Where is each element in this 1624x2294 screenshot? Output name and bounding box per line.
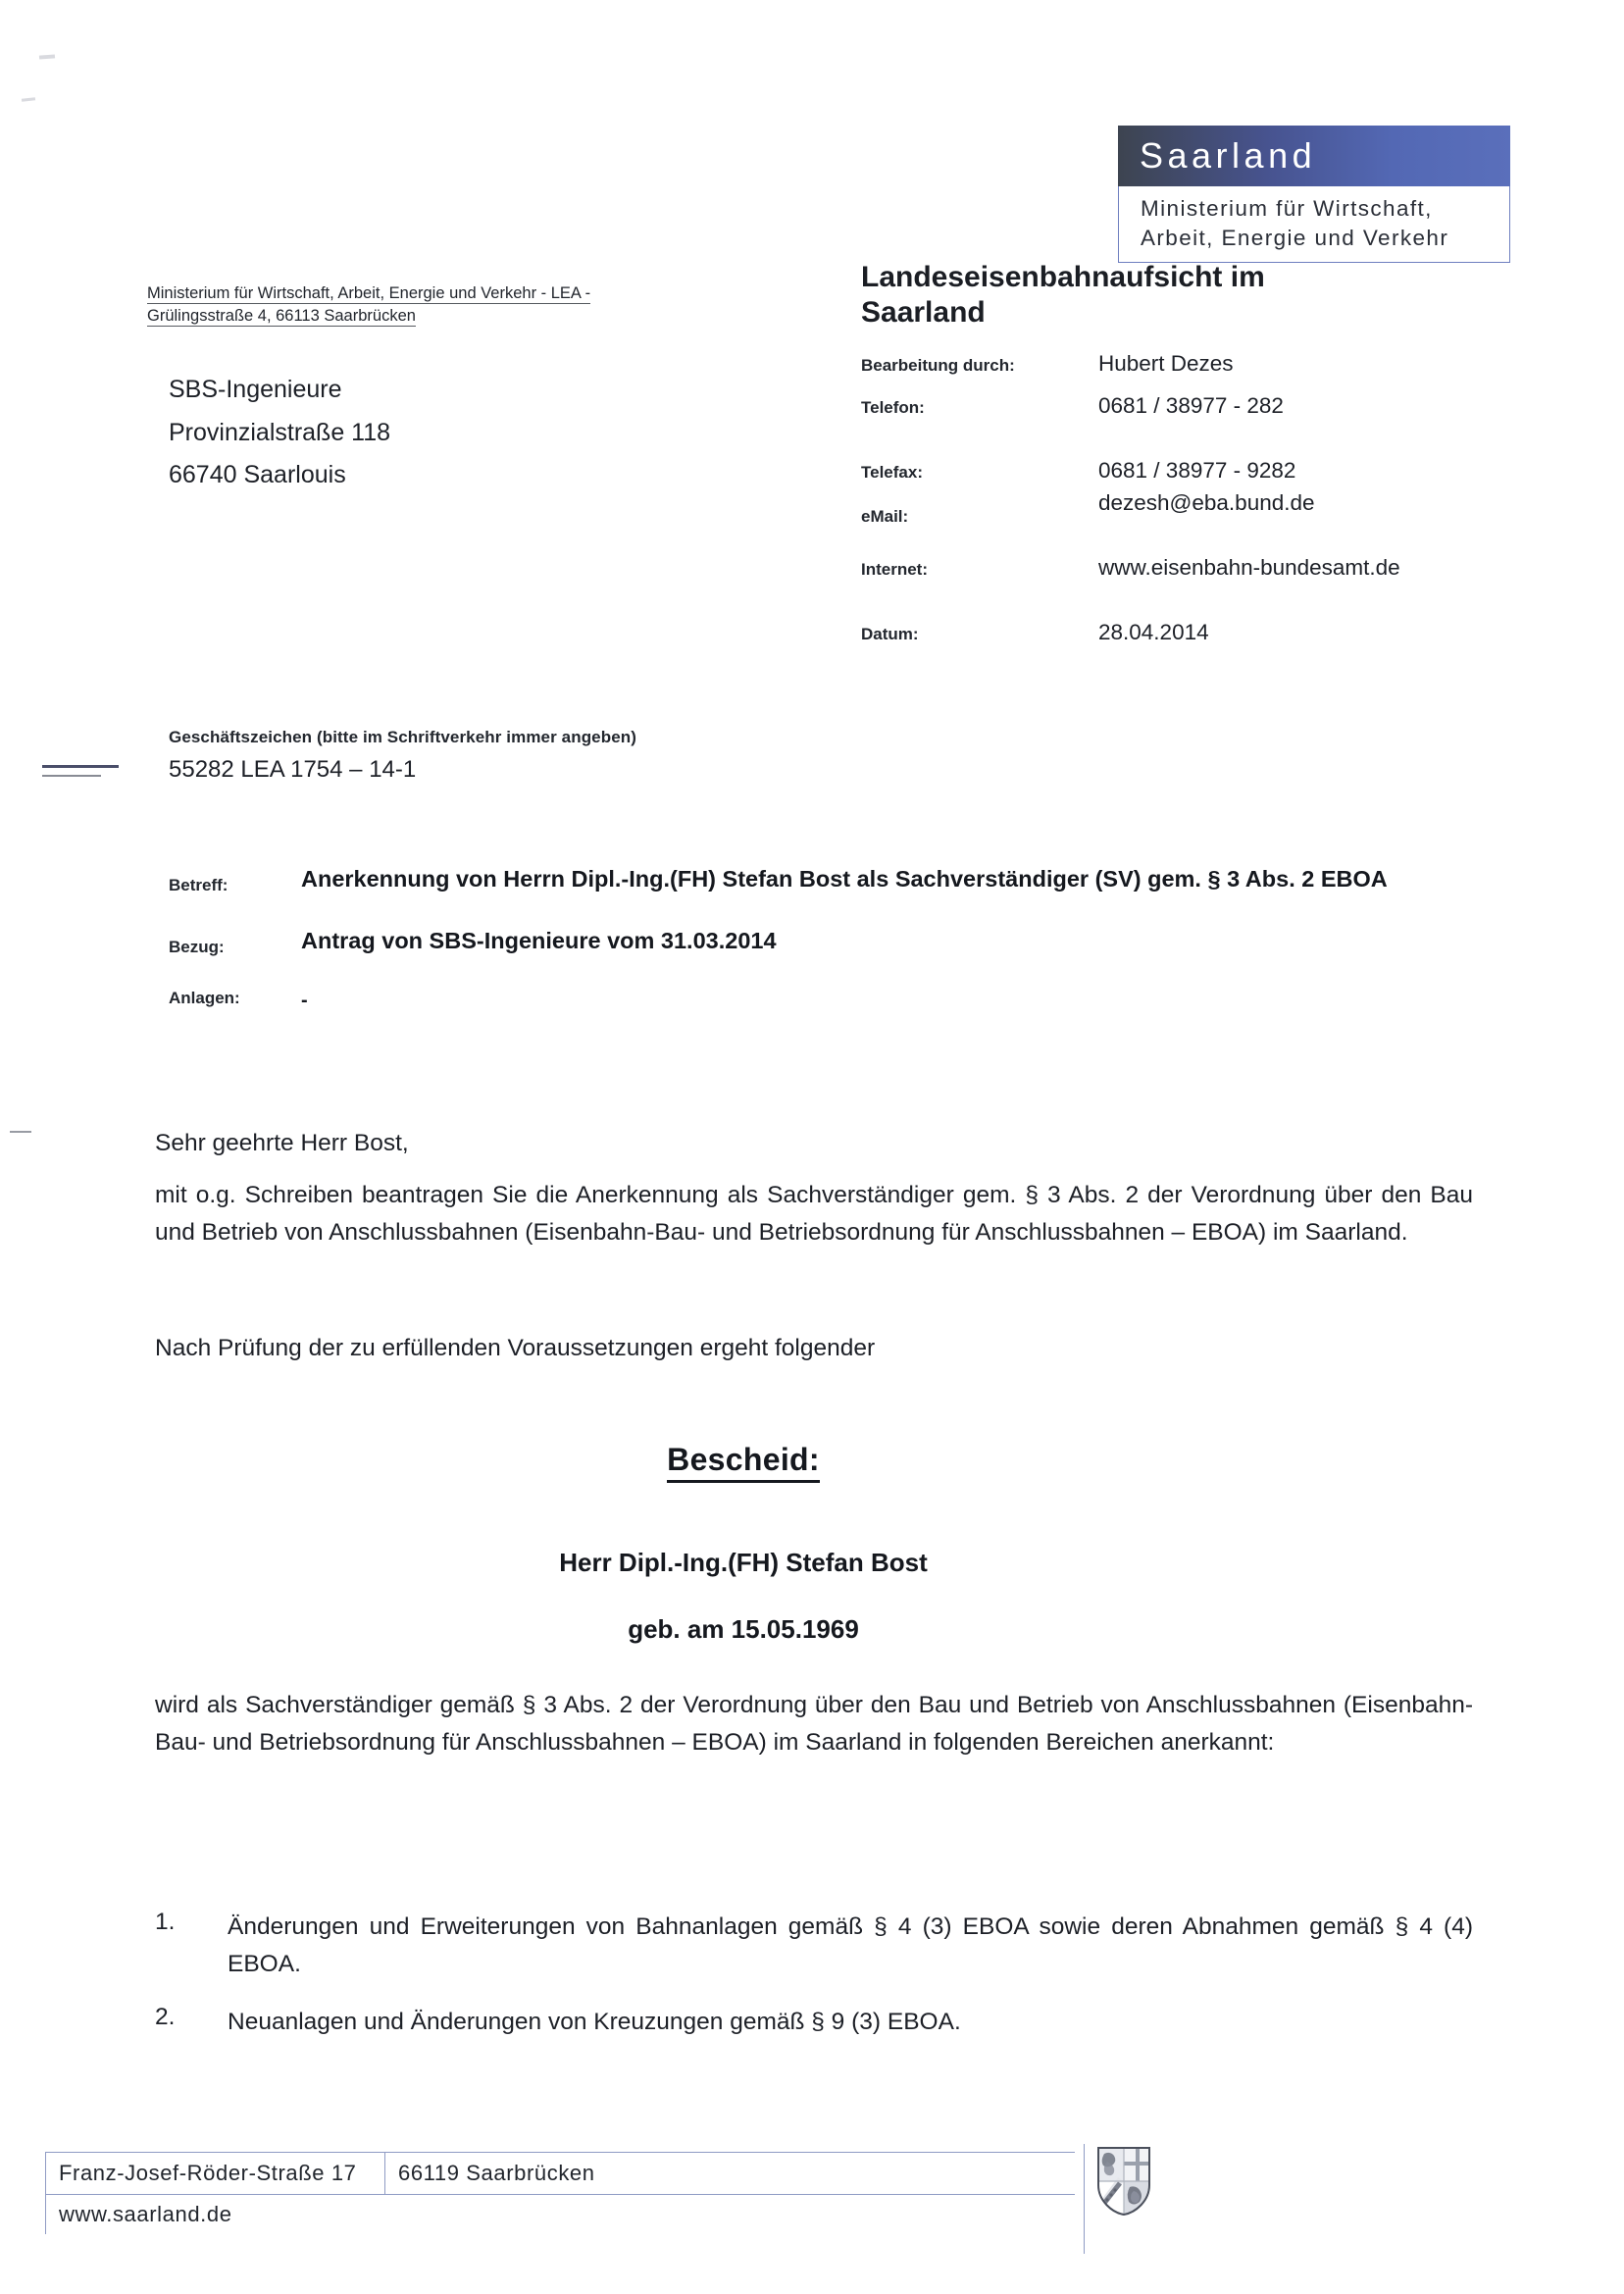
contact-row-internet [861,555,1508,581]
scope-list [155,1909,1473,2063]
contact-label-email: eMail: [861,507,909,526]
contact-label-phone: Telefon: [861,398,925,417]
scan-artifact [10,1131,31,1133]
contact-details [861,351,1508,662]
office-title [861,260,1449,331]
body-paragraph-1b: Nach Prüfung der zu erfüllenden Voraussetzungen ergeht folgender [155,1335,876,1361]
contact-row-email [861,490,1508,526]
list-item-text: Änderungen und Erweiterungen von Bahnanlagen gemäß § 4 (3) EBOA sowie deren Abnahmen gemäß § 4 (4) EBOA. [228,1913,1473,1977]
contact-row-fax [861,458,1508,484]
footer-address-row [45,2153,1075,2195]
body-paragraph-2: wird als Sachverständiger gemäß § 3 Abs. 2 der Verordnung über den Bau und Betrieb von Anschlussbahnen (Eisenbahn-Bau- und Betriebsordnung für Anschlussbahnen – EBOA) im Saarland in folgenden Bereichen anerkannt: [155,1692,1473,1756]
recipient-city: 66740 Saarlouis [169,461,346,488]
meta-value-subject: Anerkennung von Herrn Dipl.-Ing.(FH) Stefan Bost als Sachverständiger (SV) gem. § 3 Abs. 2 EBOA [301,866,1388,892]
contact-value-date: 28.04.2014 [1098,620,1209,644]
contact-row-date [861,620,1508,645]
list-item-number: 1. [155,1909,176,1935]
decision-heading: Bescheid: [667,1442,820,1483]
list-item-number: 2. [155,2004,176,2031]
logo-ministry-line-2: Arbeit, Energie und Verkehr [1141,225,1449,250]
list-item [155,2004,1473,2041]
reference-number-block [169,728,636,784]
meta-row-subject [169,863,1522,895]
meta-label-subject: Betreff: [169,876,228,894]
decision-person-birthdate: geb. am 15.05.1969 [628,1614,859,1644]
contact-row-phone [861,393,1508,419]
footer-website[interactable]: www.saarland.de [45,2195,385,2234]
contact-value-handler: Hubert Dezes [1098,351,1234,376]
decision-person-name: Herr Dipl.-Ing.(FH) Stefan Bost [559,1548,928,1577]
logo-ministry-box [1118,186,1510,263]
decision-person-block [0,1550,1555,1642]
meta-row-attachments [169,987,1522,1014]
decision-heading-wrap [0,1442,1555,1483]
sender-line-2: Grülingsstraße 4, 66113 Saarbrücken [147,307,416,326]
letter-meta-block [169,863,1522,1014]
footer-street: Franz-Josef-Röder-Straße 17 [45,2153,385,2194]
logo-bar [1118,126,1510,186]
meta-row-reference [169,925,1522,957]
recipient-street: Provinzialstraße 118 [169,418,391,446]
saarland-coat-of-arms-icon [1096,2146,1151,2217]
scan-artifact [22,97,35,101]
contact-label-date: Datum: [861,625,919,643]
logo-state-name: Saarland [1140,135,1317,176]
footer-vertical-divider [1084,2144,1085,2254]
office-title-line-1: Landeseisenbahnaufsicht im [861,261,1265,293]
scan-artifact [42,775,101,777]
reference-value: 55282 LEA 1754 – 14-1 [169,756,417,783]
sender-return-address [147,282,775,329]
contact-value-fax: 0681 / 38977 - 9282 [1098,458,1296,483]
logo-ministry-line-1: Ministerium für Wirtschaft, [1141,196,1433,221]
meta-label-reference: Bezug: [169,938,225,957]
contact-label-internet: Internet: [861,560,928,579]
contact-label-handler: Bearbeitung durch: [861,356,1015,375]
saarland-logo [1118,126,1510,263]
sender-line-1: Ministerium für Wirtschaft, Arbeit, Energie und Verkehr - LEA - [147,284,591,302]
contact-value-email[interactable]: dezesh@eba.bund.de [1098,490,1315,515]
scan-artifact [39,54,55,59]
office-title-line-2: Saarland [861,296,986,329]
recipient-name: SBS-Ingenieure [169,376,342,403]
contact-value-internet[interactable]: www.eisenbahn-bundesamt.de [1098,555,1400,580]
list-item-text: Neuanlagen und Änderungen von Kreuzungen gemäß § 9 (3) EBOA. [228,2009,961,2036]
recipient-address [169,369,390,497]
meta-label-attachments: Anlagen: [169,988,240,1007]
list-item [155,1909,1473,1982]
body-paragraph-1: mit o.g. Schreiben beantragen Sie die Anerkennung als Sachverständiger gem. § 3 Abs. 2 der Verordnung über den Bau und Betrieb von Anschlussbahnen (Eisenbahn-Bau- und Betriebsordnung für Anschlussbahnen – EBOA) im Saarland. [155,1182,1473,1246]
reference-label: Geschäftszeichen (bitte im Schriftverkehr immer angeben) [169,728,637,746]
salutation: Sehr geehrte Herr Bost, [155,1130,409,1156]
page-footer [45,2152,1124,2234]
contact-row-handler [861,351,1508,377]
contact-label-fax: Telefax: [861,463,923,482]
footer-city: 66119 Saarbrücken [398,2161,595,2185]
contact-value-phone: 0681 / 38977 - 282 [1098,393,1284,418]
scan-artifact [42,765,119,768]
meta-value-reference: Antrag von SBS-Ingenieure vom 31.03.2014 [301,928,777,954]
meta-value-attachments: - [301,989,308,1011]
